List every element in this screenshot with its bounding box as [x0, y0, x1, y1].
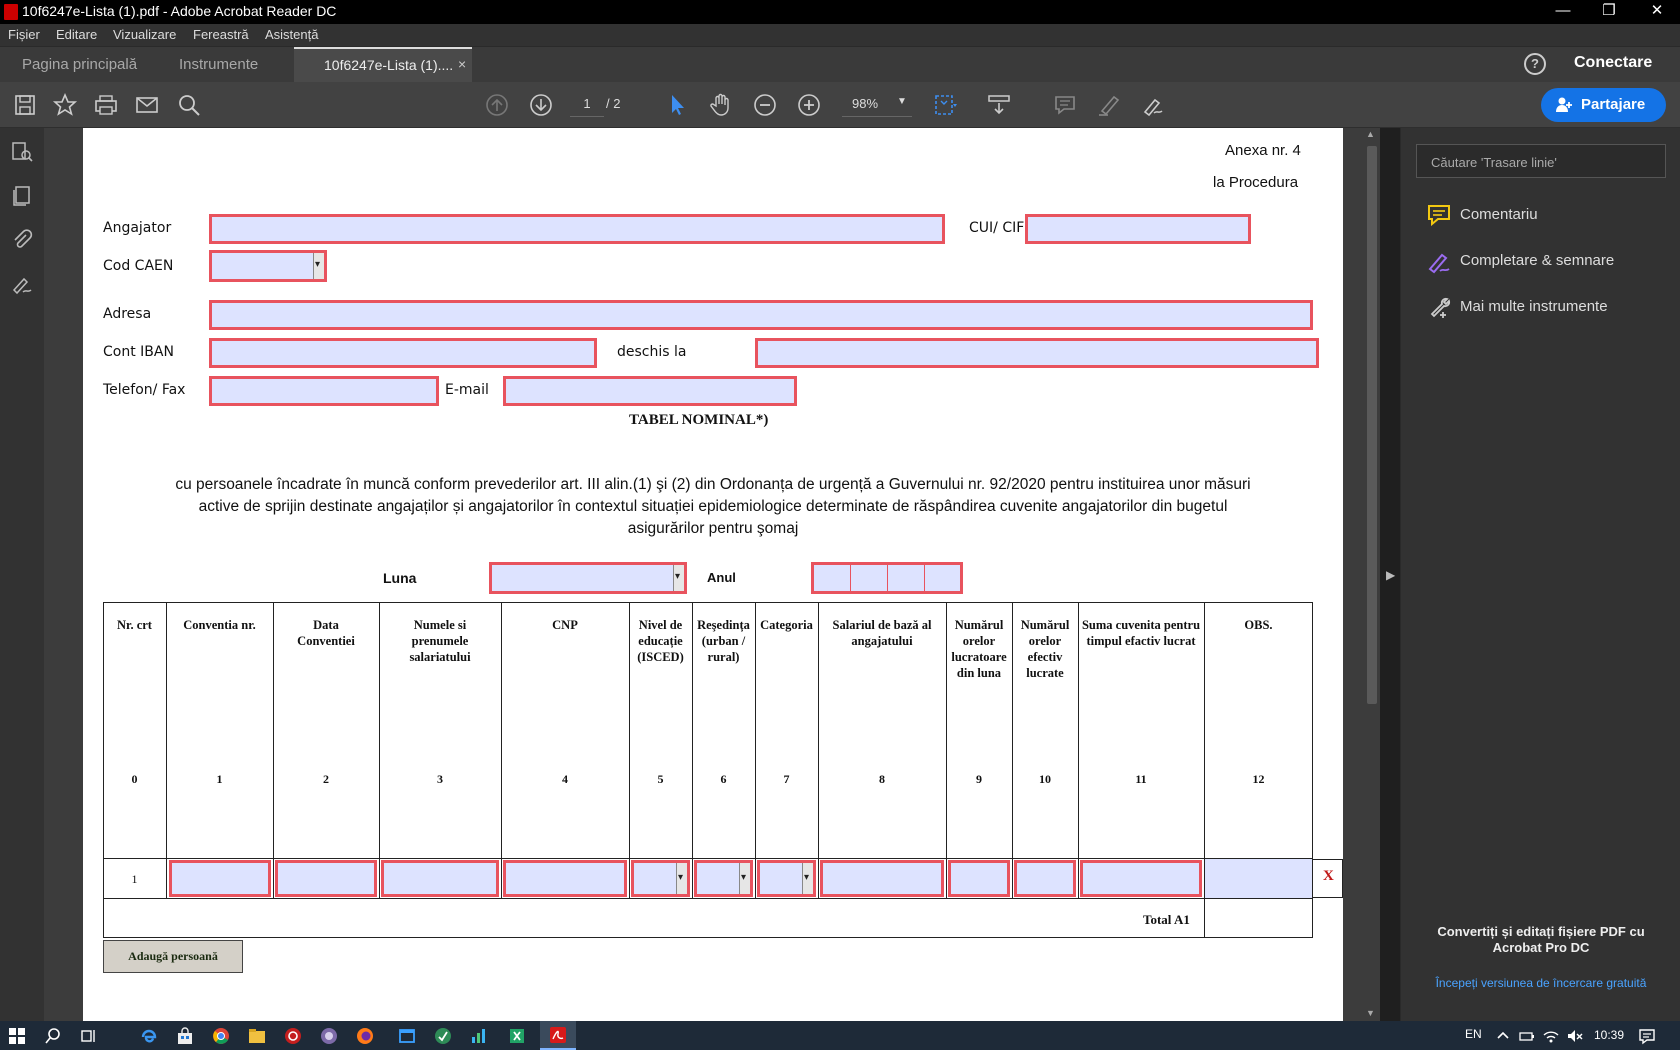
acrobat-icon	[549, 1026, 567, 1044]
comment-icon[interactable]	[1052, 92, 1078, 118]
zoom-out-icon[interactable]	[752, 92, 778, 118]
col-header-worked-hours: Numărul orelor efectiv lucrate	[1020, 618, 1070, 680]
cnp-field[interactable]	[503, 860, 627, 897]
cui-field[interactable]	[1025, 214, 1251, 244]
scroll-mode-icon[interactable]	[986, 92, 1012, 118]
col-index: 5	[657, 772, 664, 786]
table-rule	[755, 602, 756, 898]
scrollbar-thumb[interactable]	[1367, 146, 1377, 704]
restore-button[interactable]: ❐	[1602, 2, 1616, 19]
highlight-icon[interactable]	[1096, 92, 1122, 118]
convention-date-field[interactable]	[275, 860, 377, 897]
col-header-working-hours: Numărul orelor lucratoare din luna	[951, 618, 1007, 680]
col-header-base-salary: Salariul de bază al angajatului	[832, 618, 932, 648]
left-navigation-rail	[0, 128, 44, 1021]
toolbar	[0, 82, 1680, 128]
fit-page-icon[interactable]	[932, 92, 958, 118]
opened-at-label: deschis la	[617, 344, 687, 360]
share-button[interactable]	[1541, 88, 1666, 122]
annex-subtitle: la Procedura	[1213, 174, 1299, 191]
table-rule	[103, 858, 1313, 859]
col-header-amount: Suma cuvenita pentru timpul efactiv lucrat	[1081, 618, 1201, 648]
table-rule	[103, 898, 1313, 899]
mail-icon[interactable]	[134, 92, 160, 118]
store-icon[interactable]	[176, 1027, 194, 1045]
education-dropdown[interactable]	[631, 860, 690, 897]
caen-label: Cod CAEN	[103, 258, 174, 274]
help-icon[interactable]: ?	[1524, 53, 1546, 75]
month-label: Luna	[383, 570, 417, 586]
fill-sign-tool-icon	[1426, 248, 1452, 274]
employee-name-field[interactable]	[381, 860, 499, 897]
tab-tools[interactable]: Instrumente	[179, 56, 259, 73]
row-number: 1	[131, 872, 138, 886]
task-view-icon[interactable]	[80, 1027, 98, 1045]
annex-title: Anexa nr. 4	[1225, 142, 1301, 159]
next-page-icon[interactable]	[528, 92, 554, 118]
more-tools-icon	[1426, 294, 1452, 320]
col-index: 12	[1252, 772, 1265, 786]
table-rule	[818, 602, 819, 898]
menu-window[interactable]: Fereastră	[193, 27, 249, 42]
worked-hours-field[interactable]	[1014, 860, 1076, 897]
page-number-input[interactable]: 1	[570, 91, 604, 117]
employer-field[interactable]	[209, 214, 945, 244]
working-hours-field[interactable]	[948, 860, 1010, 897]
total-label: Total A1	[1143, 912, 1190, 927]
menu-file[interactable]: Fișier	[8, 27, 40, 42]
col-header-nr: Nr. crt	[117, 618, 152, 632]
minimize-button[interactable]: —	[1555, 2, 1571, 19]
promo-title: Convertiți și editați fișiere PDF cu Acrobat Pro DC	[1437, 924, 1645, 955]
category-dropdown-chevron-icon	[802, 863, 813, 894]
add-user-icon	[1555, 96, 1573, 114]
menu-help[interactable]: Asistență	[265, 27, 319, 42]
col-index: 9	[976, 772, 982, 786]
file-explorer-icon[interactable]	[248, 1027, 266, 1045]
pdf-page	[83, 128, 1343, 1021]
address-label: Adresa	[103, 306, 152, 322]
col-index: 6	[720, 772, 727, 786]
select-cursor-icon[interactable]	[664, 92, 690, 118]
scroll-down-icon[interactable]: ▼	[1366, 1008, 1375, 1018]
email-field[interactable]	[503, 376, 797, 406]
col-header-convention-date: Data Conventiei	[297, 618, 355, 648]
col-index: 0	[131, 772, 138, 786]
menu-edit[interactable]: Editare	[56, 27, 98, 42]
tools-search-input[interactable]: Căutare 'Trasare linie'	[1416, 144, 1666, 178]
attachment-icon[interactable]	[10, 228, 36, 254]
app-blue-window-icon[interactable]	[398, 1027, 416, 1045]
promo-trial-link[interactable]: Începeți versiunea de încercare gratuită	[1435, 976, 1647, 990]
star-icon[interactable]	[52, 92, 78, 118]
phone-field[interactable]	[209, 376, 439, 406]
scroll-up-icon[interactable]: ▲	[1366, 129, 1375, 139]
col-index: 3	[437, 772, 443, 786]
clock-time[interactable]: 10:39	[1594, 1028, 1625, 1042]
table-rule	[501, 602, 502, 898]
zoom-in-icon[interactable]	[796, 92, 822, 118]
pages-icon[interactable]	[10, 184, 36, 210]
employer-label: Angajator	[103, 220, 172, 236]
wifi-icon[interactable]	[1542, 1027, 1560, 1045]
description-line-3: asigurărilor pentru şomaj	[627, 520, 799, 537]
close-tab-button[interactable]: ×	[458, 56, 467, 72]
table-title: TABEL NOMINAL*)	[629, 412, 769, 428]
expand-right-pane-icon[interactable]: ▶	[1386, 568, 1396, 582]
comment-tool-icon	[1426, 202, 1452, 228]
residence-dropdown[interactable]	[694, 860, 753, 897]
tab-bar	[0, 46, 1680, 82]
convention-number-field[interactable]	[169, 860, 271, 897]
col-index: 7	[783, 772, 790, 786]
previous-page-icon[interactable]	[484, 92, 510, 118]
edge-icon[interactable]	[140, 1027, 158, 1045]
save-icon[interactable]	[12, 92, 38, 118]
description-text	[83, 474, 1343, 540]
app-green-icon[interactable]	[434, 1027, 452, 1045]
battery-icon[interactable]	[1518, 1027, 1536, 1045]
print-icon[interactable]	[93, 92, 119, 118]
phone-label: Telefon/ Fax	[103, 382, 186, 398]
signature-panel-icon[interactable]	[10, 272, 36, 298]
search-icon[interactable]	[176, 92, 202, 118]
iban-field[interactable]	[209, 338, 597, 368]
language-indicator[interactable]: EN	[1465, 1027, 1482, 1041]
add-person-button[interactable]: Adaugă persoană	[103, 940, 243, 973]
tab-document-label: 10f6247e-Lista (1)....	[324, 57, 454, 73]
col-header-category: Categoria	[760, 618, 813, 632]
table-rule	[273, 602, 274, 898]
address-field[interactable]	[209, 300, 1313, 330]
window-title: 10f6247e-Lista (1).pdf - Adobe Acrobat Reader DC	[22, 3, 337, 19]
iban-label: Cont IBAN	[103, 344, 174, 360]
close-window-button[interactable]: ✕	[1650, 2, 1664, 19]
zoom-input[interactable]: 98%	[842, 91, 912, 117]
col-index: 1	[216, 772, 223, 786]
menu-bar	[0, 24, 1680, 46]
menu-view[interactable]: Vizualizare	[113, 27, 177, 42]
col-index: 10	[1039, 772, 1051, 786]
obs-field[interactable]	[1205, 859, 1312, 898]
col-header-convention: Conventia nr.	[183, 618, 256, 632]
hand-tool-icon[interactable]	[708, 92, 734, 118]
windows-taskbar	[0, 1021, 1680, 1050]
share-button-label: Partajare	[1581, 96, 1646, 113]
table-rule	[166, 602, 167, 898]
email-label: E-mail	[445, 382, 489, 398]
table-rule	[379, 602, 380, 898]
col-index: 11	[1135, 772, 1147, 786]
month-dropdown-chevron-icon	[673, 565, 684, 591]
page-thumbnails-icon[interactable]	[10, 140, 36, 166]
notifications-icon[interactable]	[1638, 1027, 1656, 1045]
app-red-icon[interactable]	[284, 1027, 302, 1045]
category-dropdown[interactable]	[757, 860, 816, 897]
tool-more[interactable]: Mai multe instrumente	[1460, 298, 1608, 315]
col-header-education: Nivel de educație (ISCED)	[637, 618, 684, 664]
col-header-employee-name: Numele si prenumele salariatului	[409, 618, 471, 664]
education-dropdown-chevron-icon	[676, 863, 687, 894]
residence-dropdown-chevron-icon	[739, 863, 750, 894]
title-bar	[0, 0, 1680, 24]
year-digit-separator	[924, 565, 925, 591]
delete-row-button[interactable]: X	[1323, 868, 1334, 884]
tab-document[interactable]	[294, 47, 472, 83]
app-chart-icon[interactable]	[470, 1027, 488, 1045]
sign-icon[interactable]	[1140, 92, 1166, 118]
tool-comment[interactable]: Comentariu	[1460, 206, 1538, 223]
amount-field[interactable]	[1080, 860, 1202, 897]
col-header-cnp: CNP	[552, 618, 578, 632]
tool-fill-sign[interactable]: Completare & semnare	[1460, 252, 1615, 269]
volume-icon[interactable]	[1566, 1027, 1584, 1045]
page-total: / 2	[606, 96, 621, 111]
col-header-residence: Reşedința (urban / rural)	[697, 618, 750, 664]
col-index: 8	[879, 772, 885, 786]
col-index: 2	[323, 772, 329, 786]
year-digit-separator	[887, 565, 888, 591]
tab-home[interactable]: Pagina principală	[22, 56, 138, 73]
tray-chevron-up-icon[interactable]	[1494, 1027, 1512, 1045]
acrobat-app-icon	[4, 4, 18, 20]
caen-dropdown[interactable]	[209, 250, 327, 282]
col-header-obs: OBS.	[1244, 618, 1273, 632]
col-index: 4	[562, 772, 568, 786]
vertical-scrollbar[interactable]	[1364, 128, 1380, 1021]
app-purple-icon[interactable]	[320, 1027, 338, 1045]
description-line-2: active de sprijin destinate angajaților și angajatorilor în contextul situației epidemiologice determinate de răspândirea cuvenite angajatorilor din bugetul	[198, 498, 1228, 515]
month-dropdown[interactable]	[489, 562, 687, 594]
description-line-1: cu persoanele încadrate în muncă conform prevederilor art. III alin.(1) şi (2) din Ordonanța de urgență a Guvernului nr. 92/2020 pentru instituirea unor măsuri	[175, 476, 1251, 493]
zoom-dropdown-chevron-icon[interactable]: ▼	[897, 96, 907, 107]
chrome-icon[interactable]	[212, 1027, 230, 1045]
base-salary-field[interactable]	[820, 860, 944, 897]
taskbar-acrobat-active[interactable]	[540, 1021, 576, 1050]
taskbar-search-icon[interactable]	[44, 1027, 62, 1045]
year-label: Anul	[707, 570, 736, 585]
sign-in-button[interactable]: Conectare	[1574, 54, 1653, 71]
app-excel-icon[interactable]	[508, 1027, 526, 1045]
bank-field[interactable]	[755, 338, 1319, 368]
windows-start-icon[interactable]	[8, 1027, 26, 1045]
firefox-icon[interactable]	[356, 1027, 374, 1045]
caen-dropdown-chevron-icon	[313, 253, 324, 279]
year-field[interactable]	[811, 562, 963, 594]
year-digit-separator	[850, 565, 851, 591]
cui-label: CUI/ CIF	[969, 220, 1025, 236]
